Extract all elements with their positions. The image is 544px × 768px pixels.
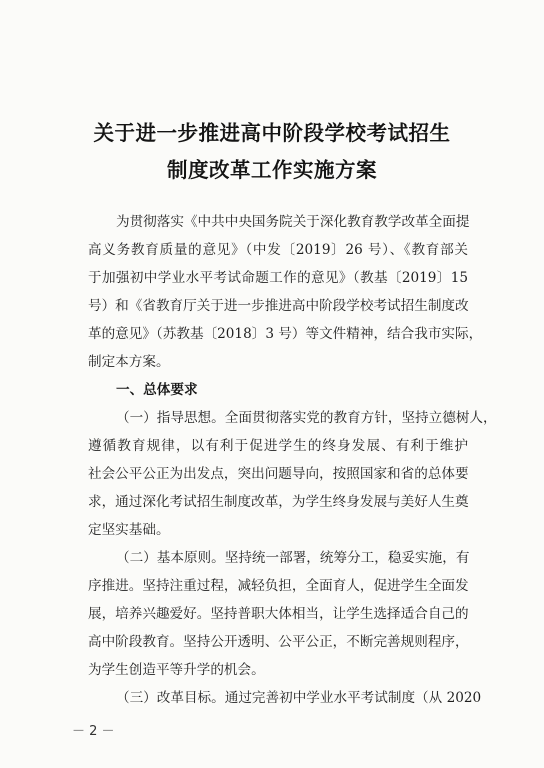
intro-line: 革的意见》（苏教基〔2018〕3 号）等文件精神，结合我市实际， (88, 326, 483, 342)
document-title-line-1: 关于进一步推进高中阶段学校考试招生 (93, 121, 451, 145)
intro-line: 高义务教育质量的意见》（中发〔2019〕26 号）、《教育部关 (88, 242, 468, 258)
para2-line: 展，培养兴趣爱好。坚持普职大体相当，让学生选择适合自己的 (88, 606, 469, 622)
para1-line: 遵循教育规律，以有利于促进学生的终身发展、有利于维护 (88, 438, 468, 454)
para3-line: （三）改革目标。通过完善初中学业水平考试制度（从 2020 (116, 690, 482, 706)
page-number: － 2 － (72, 724, 115, 739)
para1-line: 求，通过深化考试招生制度改革，为学生终身发展与美好人生奠 (88, 494, 469, 510)
intro-line: 为贯彻落实《中共中央国务院关于深化教育教学改革全面提 (116, 214, 470, 230)
intro-line: 号）和《省教育厅关于进一步推进高中阶段学校考试招生制度改 (88, 298, 469, 314)
para1-line: （一）指导思想。全面贯彻落实党的教育方针，坚持立德树人， (116, 410, 497, 426)
section-heading: 一、总体要求 (116, 382, 198, 398)
para2-line: 为学生创造平等升学的机会。 (88, 662, 265, 678)
intro-line: 于加强初中学业水平考试命题工作的意见》（教基〔2019〕15 (88, 270, 468, 286)
document-title-line-2: 制度改革工作实施方案 (167, 158, 377, 182)
para2-line: 序推进。坚持注重过程，减轻负担，全面育人，促进学生全面发 (88, 578, 469, 594)
para1-line: 定坚实基础。 (88, 522, 170, 538)
para1-line: 社会公平公正为出发点，突出问题导向，按照国家和省的总体要 (88, 466, 469, 482)
para2-line: （二）基本原则。坚持统一部署，统筹分工，稳妥实施，有 (116, 550, 470, 566)
intro-line: 制定本方案。 (88, 354, 170, 370)
para2-line: 高中阶段教育。坚持公开透明、公平公正，不断完善规则程序， (88, 634, 469, 650)
